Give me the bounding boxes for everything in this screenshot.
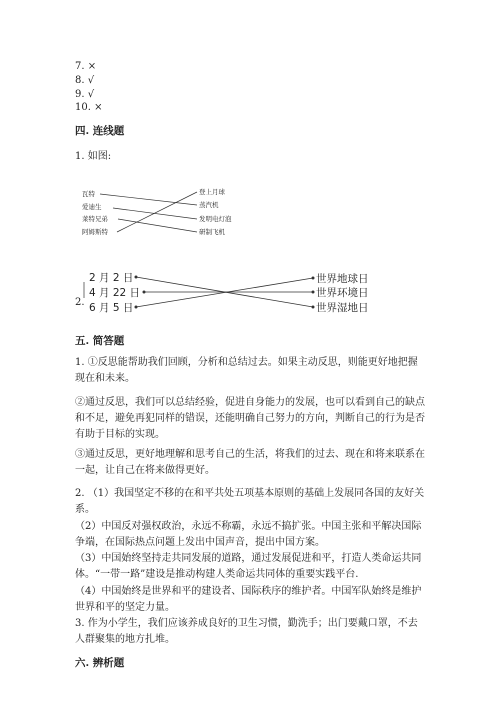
answer-8: 8. √ — [75, 75, 95, 86]
question-2-label: 2. — [75, 297, 85, 308]
answer-7: 7. × — [75, 61, 97, 72]
dot-right-3 — [312, 306, 315, 309]
day-left-1: 2 月 2 日 — [89, 272, 134, 284]
dot-left-1 — [135, 276, 138, 279]
day-left-2: 4 月 22 日 — [89, 287, 141, 299]
answer-paragraph-5: （2）中国反对强权政治，永远不称霸，永远不搞扩张。中国主张和平解决国际争端，在国际热点问题上发出中国声音，提出中国方案。 — [75, 521, 422, 548]
answer-paragraph-6: （3）中国始终坚持走共同发展的道路，通过发展促进和平，打造人类命运共同体。“一带一路”建设是推动构建人类命运共同体的重要实践平台. — [75, 553, 422, 580]
left-item-3: 莱特兄弟 — [82, 215, 108, 223]
dot-left-3 — [135, 306, 138, 309]
dot-right-1 — [312, 277, 315, 280]
answer-paragraph-2: ②通过反思，我们可以总结经验，促进自身能力的发展，也可以看到自己的缺点和不足，避免再犯同样的错误，还能明确自己努力的方向，判断自己的行为是否有助于目标的实现。 — [75, 397, 425, 440]
dot-left-2 — [143, 291, 146, 294]
day-left-3: 6 月 5 日 — [89, 302, 134, 314]
section-4-title: 四. 连线题 — [75, 125, 125, 137]
answer-paragraph-7: （4）中国始终是世界和平的建设者、国际秩序的维护者。中国军队始终是维护世界和平的坚定力量。 — [75, 586, 422, 613]
answer-10: 10. × — [75, 102, 103, 113]
left-item-4: 阿姆斯特 — [82, 228, 108, 236]
left-item-2: 爱迪生 — [82, 203, 102, 211]
right-item-4: 研制飞机 — [199, 228, 225, 236]
right-item-2: 蒸汽机 — [199, 201, 219, 209]
section-6-title: 六. 辨析题 — [75, 657, 125, 669]
answer-paragraph-8: 3. 作为小学生，我们应该养成良好的卫生习惯，勤洗手；出门要戴口罩，不去人群聚集的地方扎堆。 — [75, 618, 418, 645]
left-item-1: 瓦特 — [82, 190, 95, 198]
right-item-3: 发明电灯泡 — [199, 215, 232, 223]
answer-paragraph-3: ③通过反思，更好地理解和思考自己的生活，将我们的过去、现在和将来联系在一起，让自己在将来做得更好。 — [75, 449, 425, 476]
day-right-2: 世界环境日 — [316, 287, 369, 299]
answer-paragraph-1: 1. ①反思能帮助我们回顾，分析和总结过去。如果主动反思，则能更好地把握现在和未来。 — [75, 357, 418, 384]
day-right-1: 世界地球日 — [316, 273, 369, 285]
day-right-3: 世界湿地日 — [316, 302, 369, 314]
dot-right-2 — [312, 291, 315, 294]
answer-9: 9. √ — [75, 89, 95, 100]
section-5-title: 五. 简答题 — [75, 335, 125, 347]
answer-paragraph-4: 2. （1）我国坚定不移的在和平共处五项基本原则的基础上发展同各国的友好关系。 — [75, 488, 425, 515]
right-item-1: 登上月球 — [199, 188, 225, 196]
question-1-label: 1. 如图: — [75, 151, 112, 162]
